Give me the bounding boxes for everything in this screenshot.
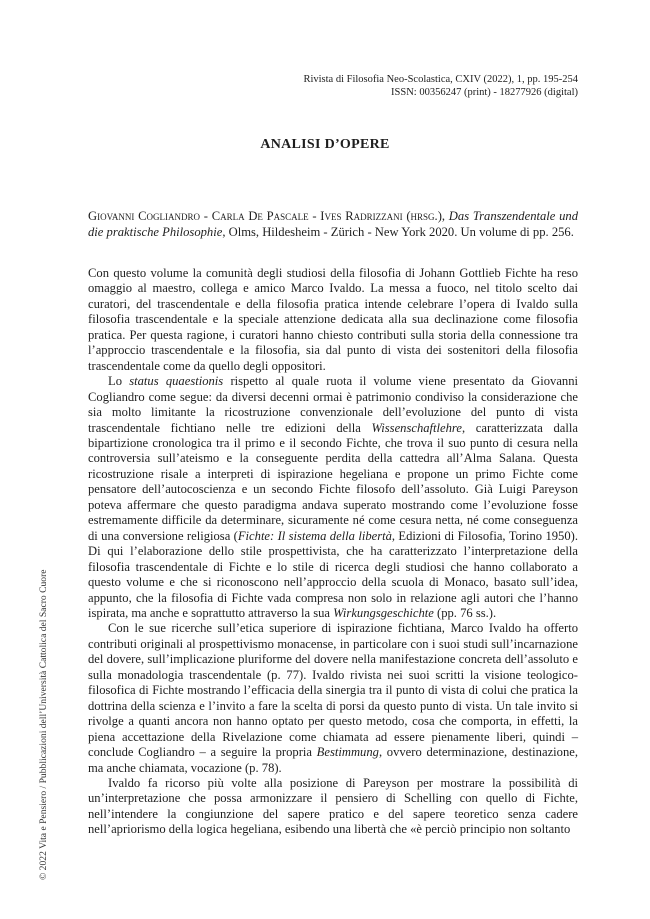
copyright-side-note: © 2022 Vita e Pensiero / Pubblicazioni dell’Università Cattolica del Sacro Cuore: [38, 569, 49, 880]
paragraph-3: [88, 621, 578, 776]
text-run: , Edizioni di Filosofia, Torino 1950). Di qui l’elaborazione dello stile prospettivista, che ha caratterizzato l’interpretazione della filosofia trascendentale di Fichte e lo stile di ricerca degli studiosi che hanno collaborato a questo volume e che si riconoscono nell’approccio della scuola di Monaco, basato sull’idea, appunto, che la filosofia di Fichte vada compresa non solo in relazione agli autori che l’hanno ispirata, ma anche e soprattutto attraverso la sua: [88, 528, 578, 620]
italic-run: Wirkungsgeschichte: [333, 605, 434, 620]
text-run: (pp. 76 ss.).: [433, 605, 497, 620]
italic-run: Bestimmung: [316, 745, 379, 760]
italic-run: status quaestionis: [129, 374, 224, 389]
paragraph-2: [88, 374, 578, 621]
issn-line: ISSN: 00356247 (print) - 18277926 (digital): [391, 87, 578, 98]
paragraph-1: Con questo volume la comunità degli studiosi della filosofia di Johann Gottlieb Fichte ha reso omaggio al maestro, collega e amico Marco Ivaldo. La messa a fuoco, nel titolo scelto dai curatori, del trascendentale e della filosofia pratica intende celebrare l’opera di Ivaldo sulla filosofia trascendentale e la speciale attenzione dedicata alla sua declinazione come filosofia pratica. Per questa ragione, i curatori hanno chiesto contributi sulla storia della connessione tra l’approccio trascendentale e la filosofia, sia dal punto di vista dei sostenitori della filosofia trascendentale come da quello degli oppositori.: [88, 266, 578, 373]
text-run: , ovvero determinazione, destinazione, ma anche chiamata, vocazione (p. 78).: [88, 745, 578, 775]
text-run: Lo: [108, 374, 130, 389]
book-publisher: , Olms, Hildesheim - Zürich - New York 2020. Un volume di pp. 256.: [222, 224, 574, 239]
book-title: Das Transzendentale und die praktische Philosophie: [88, 209, 578, 239]
journal-citation: Rivista di Filosofia Neo-Scolastica, CXIV (2022), 1, pp. 195-254: [303, 74, 578, 85]
text-run: , caratterizzata dalla bipartizione cronologica tra il primo e il secondo Fichte, che trova il suo punto di cesura nella controversia sull’ateismo e la conseguente perdita della cattedra all’Alma Salana. Questa ricostruzione risale a interpreti di ispirazione hegeliana e propone un primo Fichte come pensatore dell’autocoscienza e un secondo Fichte filosofo dell’assoluto. Già Luigi Pareyson poteva affermare che questo paradigma andava superato mostrando come l’evoluzione fosse estremamente difficile da determinare, sicuramente né come cesura netta, né come conseguenza di una conversione religiosa (: [88, 420, 578, 543]
text-run: Con le sue ricerche sull’etica superiore di ispirazione fichtiana, Marco Ivaldo ha offerto contributi originali al prospettivismo monacense, in particolare con i suoi studi sull’incarnazione del dovere, sull’implicazione pluriforme del dovere nella manifestazione concreta dell’assoluto e sulla monadologia trascendentale (p. 77). Ivaldo rivista nei suoi scritti la visione teologico-filosofica di Fichte mostrando l’efficacia della sinergia tra il punto di vista di colui che pratica la dottrina della scienza e l’invito a fare la scelta di porsi da questo punto di vista. Un tale invito si rivolge a quanti ancora non hanno optato per questo metodo, cosa che comporta, in effetti, la piena accettazione della Rivelazione come chiamata ad essere pienamente liberi, quindi – conclude Cogliandro – a seguire la propria: [88, 621, 578, 760]
book-authors: Giovanni Cogliandro - Carla De Pascale - Ives Radrizzani (hrsg.),: [88, 209, 446, 223]
italic-run: Wissenschaftlehre: [371, 420, 462, 435]
journal-header: [303, 73, 578, 99]
paragraph-4: Ivaldo fa ricorso più volte alla posizione di Pareyson per mostrare la possibilità di un’interpretazione che possa armonizzare il pensiero di Schelling con quello di Fichte, nell’intendere la congiunzione del sapere pratico e del sapere teoretico senza cadere nell’apriorismo della logica hegeliana, esibendo una libertà che «è perciò principio non soltanto: [88, 775, 578, 837]
review-body: [88, 266, 578, 838]
italic-run: Fichte: Il sistema della libertà: [237, 528, 392, 543]
bibliographic-reference: [88, 209, 578, 240]
section-title: ANALISI D’OPERE: [260, 137, 390, 152]
text-run: rispetto al quale ruota il volume viene presentato da Giovanni Cogliandro come segue: da diversi decenni ormai è patrimonio condiviso la considerazione che sia molto limitante la ricostruzione convenzionale dell’evoluzione del punto di vista trascendentale fichtiano nelle tre edizioni della: [88, 374, 578, 435]
